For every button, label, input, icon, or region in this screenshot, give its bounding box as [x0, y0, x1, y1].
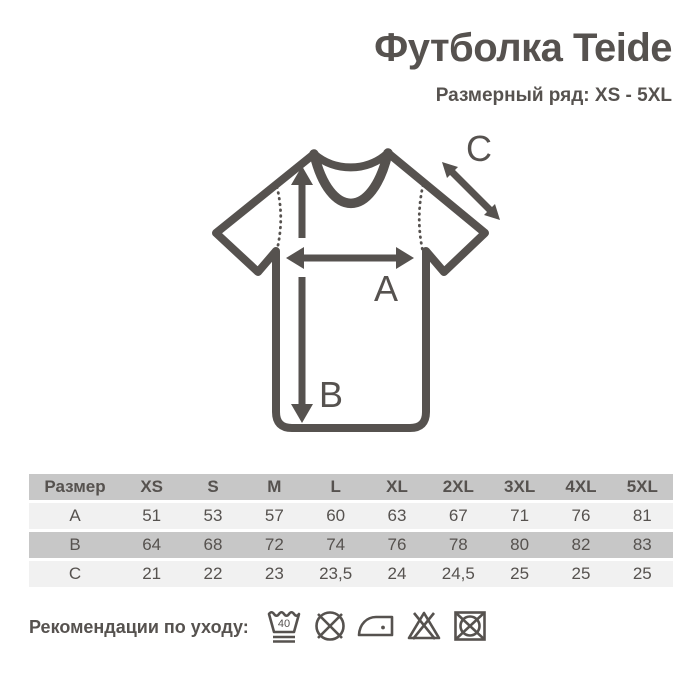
size-column-header: 2XL — [442, 477, 474, 496]
size-value-cell: 64 — [142, 535, 162, 554]
table-row — [29, 561, 673, 587]
measure-row-label: A — [69, 506, 81, 525]
measure-label-a: A — [373, 268, 399, 309]
size-value-cell: 25 — [510, 564, 530, 583]
size-column-header: S — [207, 477, 219, 496]
size-value-cell: 74 — [326, 535, 346, 554]
size-value-cell: 78 — [448, 535, 468, 554]
care-icons-group — [265, 607, 489, 647]
size-table-corner-header: Размер — [44, 477, 106, 496]
size-value-cell: 63 — [387, 506, 407, 525]
size-value-cell: 25 — [632, 564, 652, 583]
size-value-cell: 51 — [142, 506, 162, 525]
size-column-header: 5XL — [626, 477, 658, 496]
size-value-cell: 25 — [571, 564, 591, 583]
size-value-cell: 53 — [203, 506, 223, 525]
tshirt-outline — [216, 153, 485, 428]
size-table — [29, 471, 673, 590]
do-not-tumble-dry-icon — [451, 607, 489, 647]
table-row — [29, 503, 673, 529]
page-title: Футболка Teide — [374, 26, 672, 70]
size-value-cell: 72 — [264, 535, 284, 554]
measure-label-c: C — [466, 128, 492, 169]
size-value-cell: 23 — [264, 564, 284, 583]
size-value-cell: 22 — [203, 564, 223, 583]
measure-row-label: B — [69, 535, 81, 554]
size-value-cell: 71 — [510, 506, 530, 525]
size-table-body — [29, 503, 673, 587]
care-recommendations — [29, 604, 489, 650]
table-row — [29, 532, 673, 558]
size-column-header: 4XL — [565, 477, 597, 496]
size-value-cell: 68 — [203, 535, 223, 554]
wash-temperature: 40 — [277, 618, 290, 630]
size-value-cell: 76 — [571, 506, 591, 525]
care-label: Рекомендации по уходу: — [29, 616, 249, 637]
measure-label-b: B — [318, 374, 344, 415]
do-not-bleach-icon — [405, 607, 443, 647]
size-value-cell: 80 — [510, 535, 530, 554]
iron-low-temp-icon — [357, 607, 397, 647]
size-column-header: XS — [140, 477, 163, 496]
size-value-cell: 67 — [448, 506, 468, 525]
size-value-cell: 57 — [264, 506, 284, 525]
size-column-header: M — [267, 477, 282, 496]
size-range-subtitle: Размерный ряд: XS - 5XL — [435, 85, 672, 106]
do-not-dry-clean-icon — [311, 607, 349, 647]
size-column-header: XL — [386, 477, 408, 496]
size-value-cell: 24 — [387, 564, 407, 583]
size-value-cell: 24,5 — [441, 564, 475, 583]
measure-row-label: C — [68, 564, 82, 583]
size-value-cell: 82 — [571, 535, 591, 554]
size-table-header-row — [29, 474, 673, 500]
size-value-cell: 76 — [387, 535, 407, 554]
size-value-cell: 23,5 — [319, 564, 353, 583]
size-column-header: L — [330, 477, 341, 496]
size-column-header: 3XL — [504, 477, 536, 496]
size-value-cell: 81 — [632, 506, 652, 525]
size-value-cell: 21 — [142, 564, 162, 583]
wash-40-gentle-icon — [265, 607, 303, 647]
size-value-cell: 83 — [632, 535, 652, 554]
size-value-cell: 60 — [326, 506, 346, 525]
